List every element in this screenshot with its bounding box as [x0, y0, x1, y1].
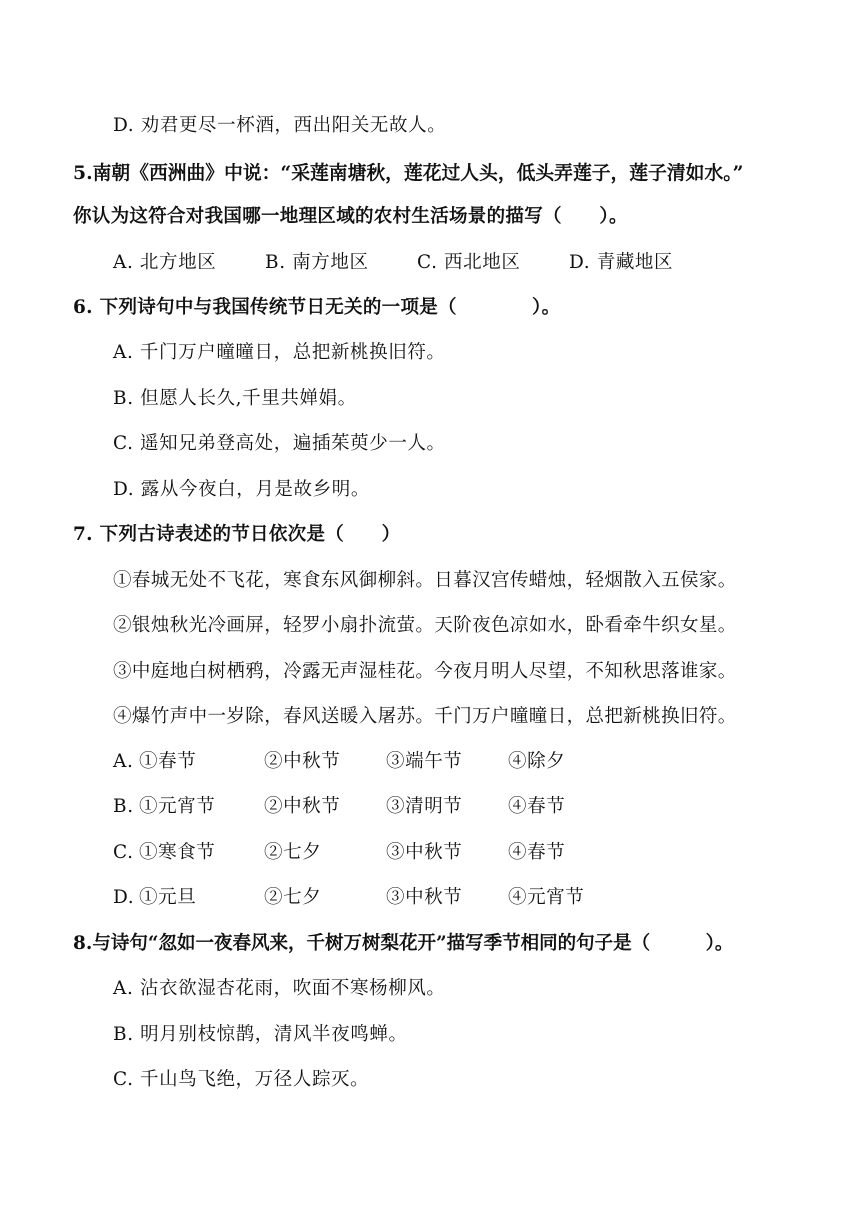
q5-stem-line1: 5.南朝《西洲曲》中说：“采莲南塘秋，莲花过人头，低头弄莲子，莲子清如水。”	[73, 162, 744, 184]
q5-option-d: D. 青藏地区	[569, 252, 674, 273]
q6-option-b: B. 但愿人长久,千里共婵娟。	[113, 388, 357, 409]
q7-option-item: ③端午节	[386, 751, 463, 772]
q7-stem: 7. 下列古诗表述的节日依次是（ ）	[73, 524, 401, 545]
q8-option-b: B. 明月别枝惊鹊，清风半夜鸣蝉。	[113, 1024, 408, 1045]
q7-option-item: ②七夕	[264, 842, 322, 863]
q7-option-letter: C.	[113, 842, 134, 863]
q7-option-letter: D.	[113, 887, 135, 908]
q7-option-item: ②中秋节	[264, 796, 341, 817]
q7-option-item: ②中秋节	[264, 751, 341, 772]
q7-option-item: ①元宵节	[139, 796, 216, 817]
q6-option-a: A. 千门万户曈曈日，总把新桃换旧符。	[113, 342, 446, 363]
q7-option-item: ④春节	[508, 796, 566, 817]
q5-option-b: B. 南方地区	[265, 252, 369, 273]
q7-option-item: ①春节	[139, 751, 197, 772]
q8-option-c: C. 千山鸟飞绝，万径人踪灭。	[113, 1069, 370, 1090]
q7-option-item: ③清明节	[386, 796, 463, 817]
q6-stem: 6. 下列诗句中与我国传统节日无关的一项是（ ）。	[73, 297, 561, 318]
q7-option-item: ④元宵节	[508, 887, 585, 908]
q7-poem-1: ①春城无处不飞花，寒食东风御柳斜。日暮汉宫传蜡烛，轻烟散入五侯家。	[113, 570, 737, 591]
q4-option-d: D. 劝君更尽一杯酒，西出阳关无故人。	[113, 115, 447, 136]
q8-option-a: A. 沾衣欲湿杏花雨，吹面不寒杨柳风。	[113, 978, 446, 999]
q6-option-d: D. 露从今夜白，月是故乡明。	[113, 479, 370, 500]
q7-option-item: ③中秋节	[386, 887, 463, 908]
q7-option-item: ①元旦	[139, 887, 197, 908]
q7-option-item: ④除夕	[508, 751, 566, 772]
q7-option-item: ③中秋节	[386, 842, 463, 863]
q7-option-item: ②七夕	[264, 887, 322, 908]
q7-option-letter: B.	[113, 796, 134, 817]
q7-poem-4: ④爆竹声中一岁除，春风送暖入屠苏。千门万户曈曈日，总把新桃换旧符。	[113, 706, 737, 727]
q7-option-item: ①寒食节	[139, 842, 216, 863]
q7-option-item: ④春节	[508, 842, 566, 863]
q8-stem: 8.与诗句“忽如一夜春风来，千树万树梨花开”描写季节相同的句子是（ ）。	[73, 933, 734, 954]
q7-option-letter: A.	[113, 751, 134, 772]
q7-poem-2: ②银烛秋光冷画屏，轻罗小扇扑流萤。天阶夜色凉如水，卧看牵牛织女星。	[113, 615, 737, 636]
q5-option-a: A. 北方地区	[113, 252, 217, 273]
q5-stem-line2: 你认为这符合对我国哪一地理区域的农村生活场景的描写（ ）。	[73, 206, 628, 227]
q6-option-c: C. 遥知兄弟登高处，遍插茱萸少一人。	[113, 433, 446, 454]
q5-option-c: C. 西北地区	[417, 252, 521, 273]
q7-poem-3: ③中庭地白树栖鸦，冷露无声湿桂花。今夜月明人尽望，不知秋思落谁家。	[113, 661, 737, 682]
